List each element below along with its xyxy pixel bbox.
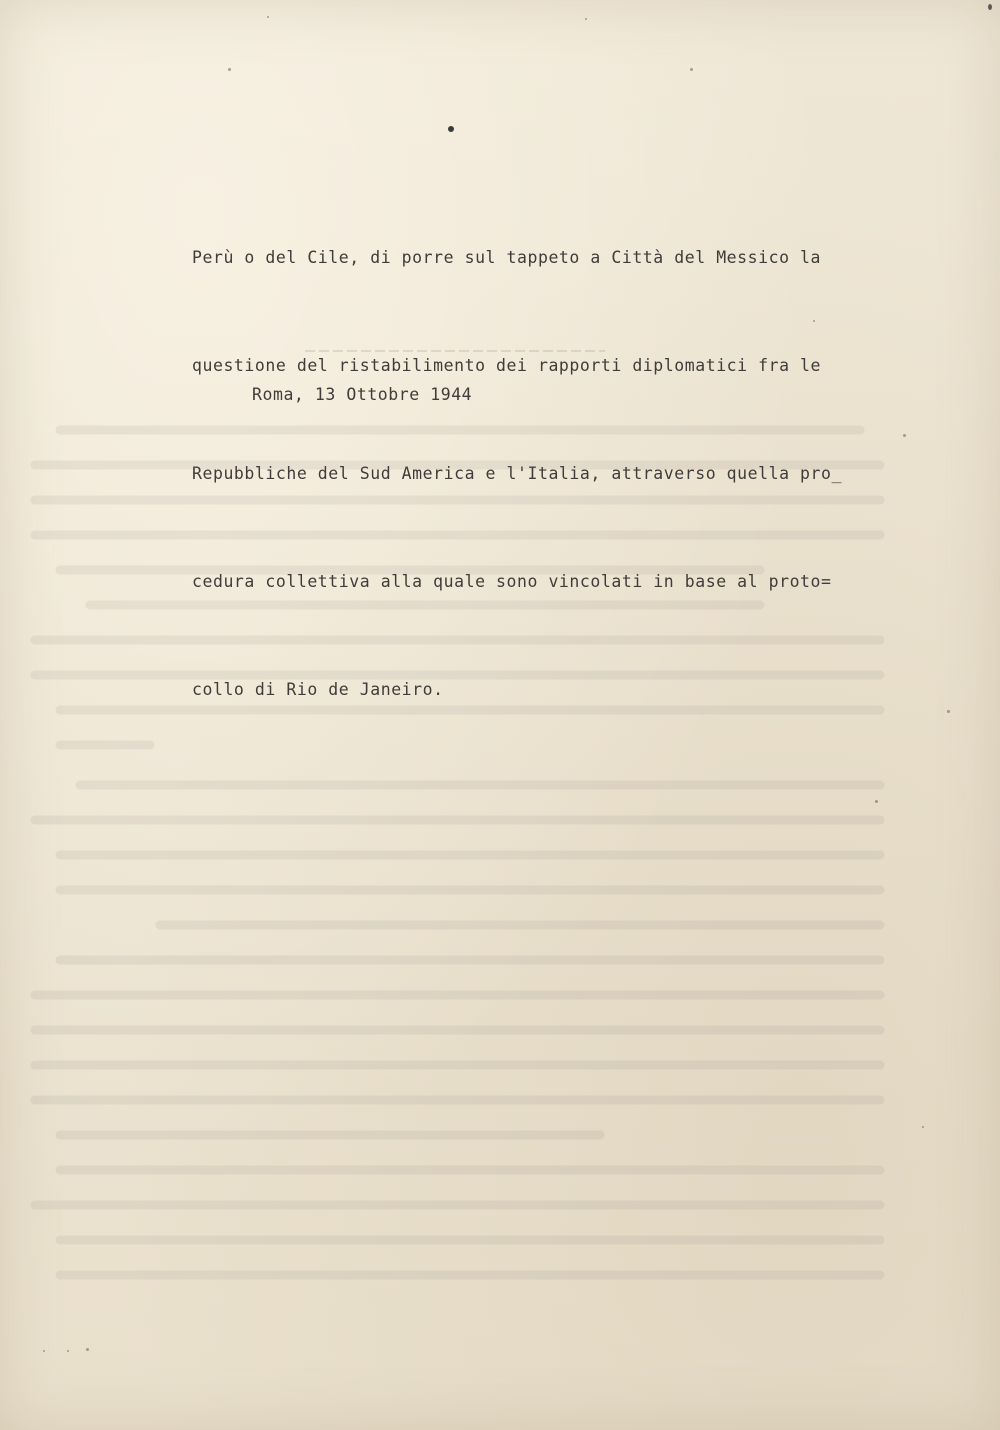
page-marker-dot: [448, 126, 454, 132]
paper-speck: [585, 18, 587, 20]
paper-speck: [690, 68, 693, 71]
paper-speck: [267, 16, 269, 18]
paper-speck: [988, 4, 992, 10]
paper-speck: [875, 800, 878, 803]
paper-speck: [947, 710, 950, 713]
text-line-5: collo di Rio de Janeiro.: [192, 680, 444, 699]
paper-speck: [228, 68, 231, 71]
text-line-4: cedura collettiva alla quale sono vincolati in base al proto=: [192, 572, 832, 591]
paper-speck: [903, 434, 906, 437]
paper-speck: [67, 1350, 69, 1352]
paper-speck: [43, 1350, 45, 1352]
faint-underline-bleed: [305, 350, 605, 352]
paper-speck: [813, 320, 815, 322]
paper-speck: [86, 1348, 89, 1351]
paper-speck: [922, 1126, 924, 1128]
text-line-3: Repubbliche del Sud America e l'Italia, attraverso quella pro_: [192, 464, 842, 483]
typed-paragraph: [192, 168, 972, 780]
date-line: Roma, 13 Ottobre 1944: [252, 385, 473, 404]
text-line-2: questione del ristabilimento dei rapporti diplomatici fra le: [192, 356, 822, 375]
text-line-1: Perù o del Cile, di porre sul tappeto a Città del Messico la: [192, 248, 822, 267]
